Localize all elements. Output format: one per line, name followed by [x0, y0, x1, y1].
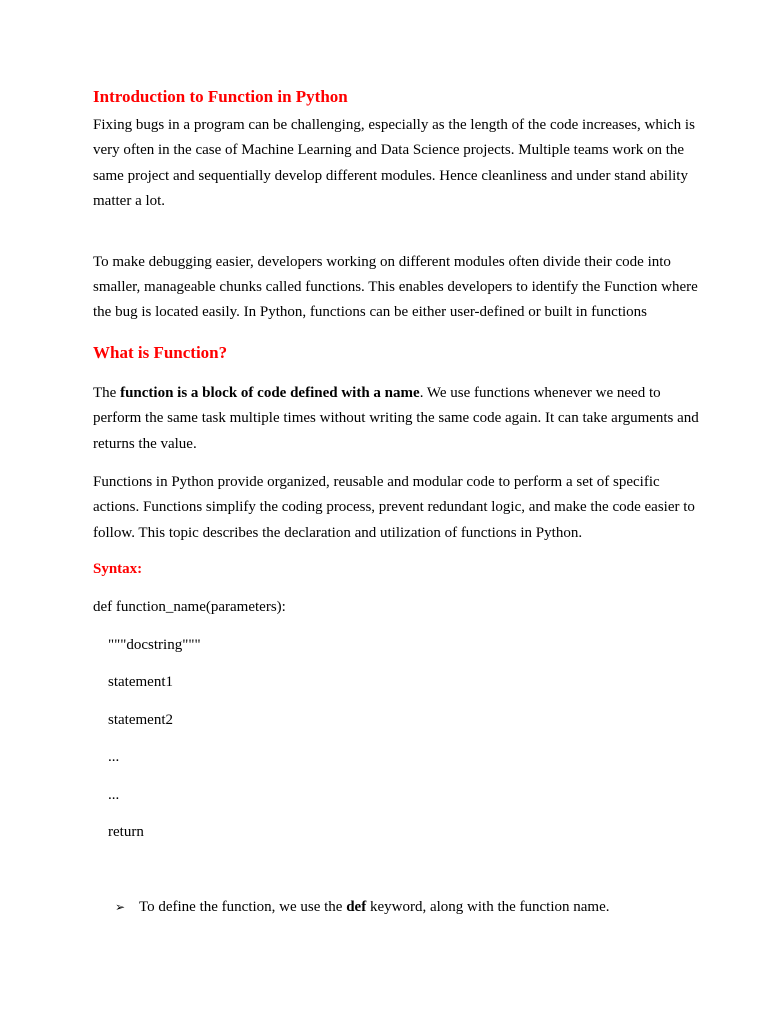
what-paragraph-1	[93, 381, 705, 457]
list-item	[93, 896, 705, 918]
bullet-text-bold: def	[346, 899, 367, 916]
bullet-text-pre: To define the function, we use the	[139, 899, 347, 916]
intro-paragraph-2: To make debugging easier, developers working on different modules often divide their code into smaller, manageable chunks called functions. This enables developers to identify the Function where the bug is located easily. In Python, functions can be either user-defined or built in functions	[93, 253, 698, 321]
spacer	[93, 215, 705, 250]
what-paragraph-2: Functions in Python provide organized, reusable and modular code to perform a set of specific actions. Functions simplify the coding process, prevent redundant logic, and make the code easier to follow. This topic describes the declaration and utilization of functions in Python.	[93, 474, 695, 541]
syntax-label: Syntax:	[93, 561, 143, 578]
syntax-docstring: """docstring"""	[108, 637, 201, 654]
bullet-text	[139, 896, 610, 918]
arrow-bullet-icon: ➢	[115, 900, 126, 915]
bullet-text-post: keyword, along with the function name.	[366, 899, 610, 916]
document-content	[93, 86, 705, 918]
syntax-statement-1: statement1	[108, 674, 173, 691]
intro-paragraph-1: Fixing bugs in a program can be challenging, especially as the length of the code increases, which is very often in the case of Machine Learning and Data Science projects. Multiple teams work on the same project and sequentially develop different modules. Hence cleanliness and under stand ability matter a lot.	[93, 117, 695, 210]
intro-heading: Introduction to Function in Python	[93, 87, 348, 106]
syntax-signature: def function_name(parameters):	[93, 599, 286, 616]
what-is-function-heading: What is Function?	[93, 342, 228, 362]
syntax-statement-2: statement2	[108, 712, 173, 729]
what-paragraph-1-bold: function is a block of code defined with a name	[120, 384, 420, 401]
what-paragraph-1-pre: The	[93, 384, 121, 401]
syntax-ellipsis-2: ...	[108, 787, 120, 804]
syntax-return: return	[108, 824, 144, 841]
syntax-ellipsis-1: ...	[108, 749, 120, 766]
what-paragraph-1-post: . We use functions whenever we need to perform the same task multiple times without writing the same code again. It can take arguments and returns the value.	[93, 384, 699, 452]
